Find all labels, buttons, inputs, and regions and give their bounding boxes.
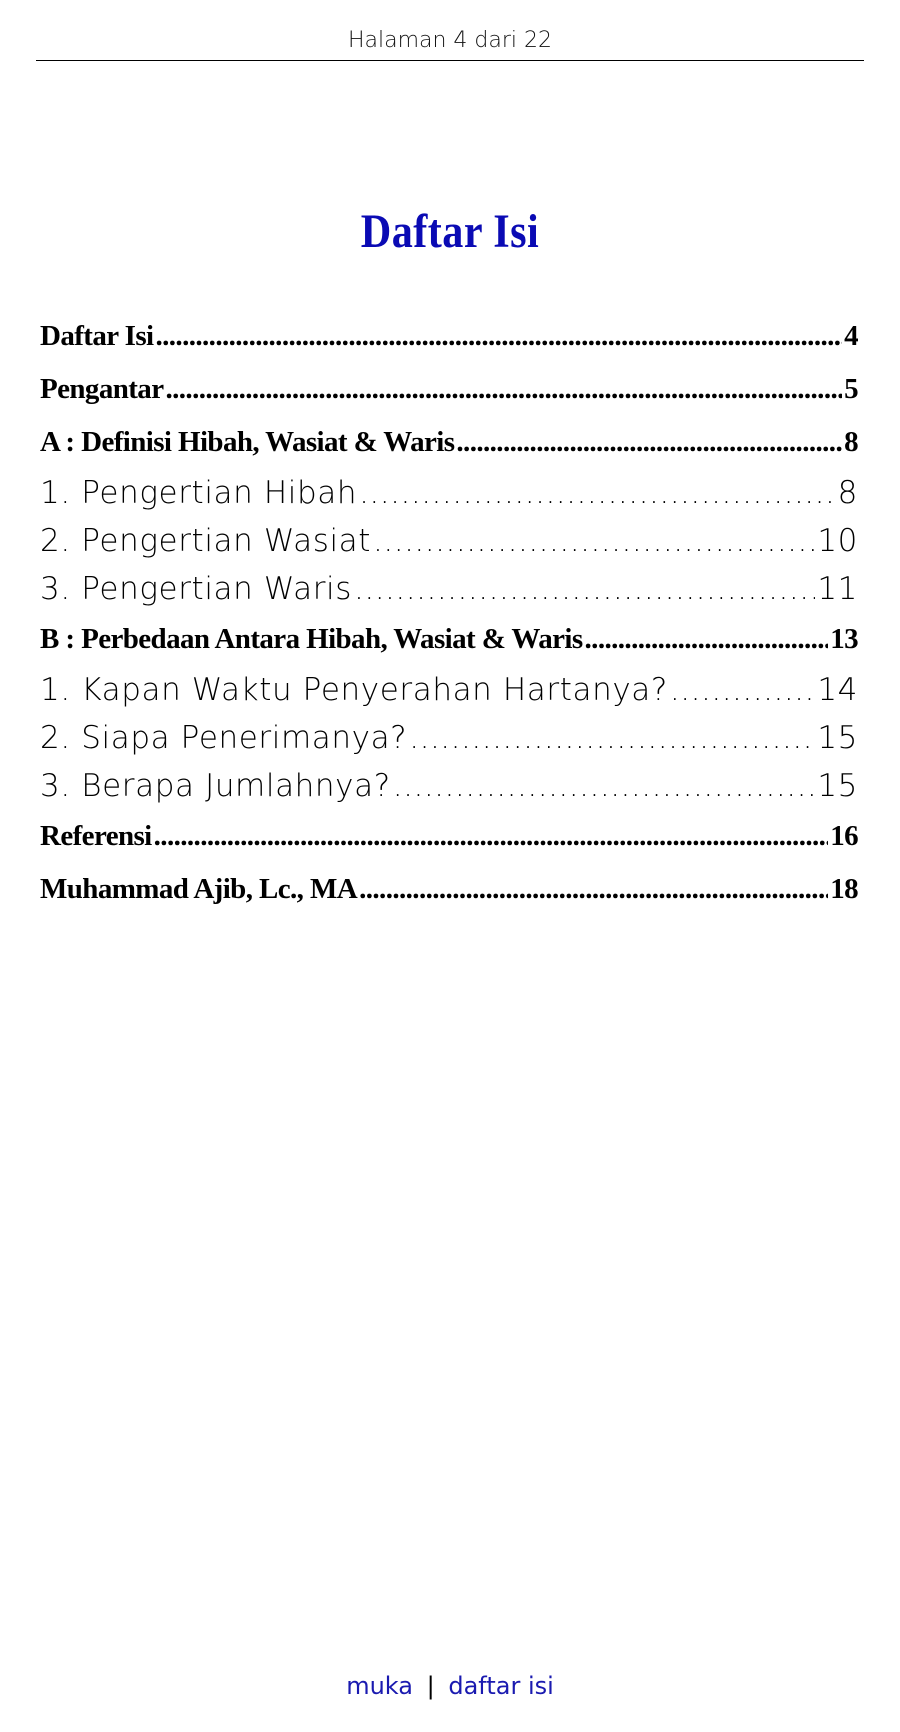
toc-entry-berapa-jumlah[interactable] [40,762,858,810]
toc-entry-page-number: 15 [817,720,858,756]
toc-entry-page-number: 13 [830,623,858,655]
table-of-contents [40,310,858,916]
toc-dot-leader [154,810,829,863]
footer-separator: | [426,1672,435,1700]
toc-entry-kapan-waktu[interactable] [40,666,858,714]
toc-entry-page-number: 14 [817,672,858,708]
toc-entry-pengertian-wasiat[interactable] [40,517,858,565]
toc-entry-page-number: 15 [817,768,858,804]
toc-entry-pengantar[interactable] [40,363,858,416]
toc-entry-label: Daftar Isi [40,320,154,352]
toc-entry-section-b[interactable] [40,613,858,666]
toc-dot-leader [354,565,815,613]
toc-dot-leader [359,469,836,517]
toc-entry-page-number: 10 [817,523,858,559]
toc-dot-leader [359,863,828,916]
toc-entry-section-a[interactable] [40,416,858,469]
toc-dot-leader [373,517,815,565]
page-header: Halaman 4 dari 22 [36,24,864,61]
toc-entry-pengertian-hibah[interactable] [40,469,858,517]
toc-entry-page-number: 5 [844,373,858,405]
toc-dot-leader [670,666,815,714]
toc-entry-label: 2. Pengertian Wasiat [40,523,372,559]
toc-entry-label: A : Definisi Hibah, Wasiat & Waris [40,426,455,458]
toc-entry-label: 3. Berapa Jumlahnya? [40,768,391,804]
toc-entry-page-number: 8 [844,426,858,458]
page-title: Daftar Isi [360,205,540,259]
page-footer [0,1672,900,1700]
toc-entry-author[interactable] [40,863,858,916]
toc-entry-label: 1. Pengertian Hibah [40,475,358,511]
toc-entry-label: B : Perbedaan Antara Hibah, Wasiat & Waris [40,623,583,655]
toc-dot-leader [165,363,842,416]
toc-entry-label: Pengantar [40,373,164,405]
toc-entry-label: Referensi [40,820,152,852]
toc-entry-siapa-penerima[interactable] [40,714,858,762]
toc-entry-page-number: 11 [817,571,858,607]
toc-entry-daftar-isi[interactable] [40,310,858,363]
toc-entry-page-number: 4 [844,320,858,352]
toc-entry-pengertian-waris[interactable] [40,565,858,613]
toc-entry-label: 1. Kapan Waktu Penyerahan Hartanya? [40,672,668,708]
toc-entry-page-number: 18 [830,873,858,905]
home-link[interactable]: muka [346,1672,413,1700]
toc-entry-referensi[interactable] [40,810,858,863]
toc-entry-page-number: 16 [830,820,858,852]
toc-entry-label: 2. Siapa Penerimanya? [40,720,408,756]
toc-dot-leader [409,714,815,762]
toc-entry-label: 3. Pengertian Waris [40,571,352,607]
toc-entry-label: Muhammad Ajib, Lc., MA [40,873,358,905]
toc-dot-leader [456,416,842,469]
toc-entry-page-number: 8 [837,475,858,511]
toc-dot-leader [393,762,816,810]
toc-link[interactable]: daftar isi [448,1672,554,1700]
toc-dot-leader [155,310,842,363]
toc-dot-leader [585,613,829,666]
